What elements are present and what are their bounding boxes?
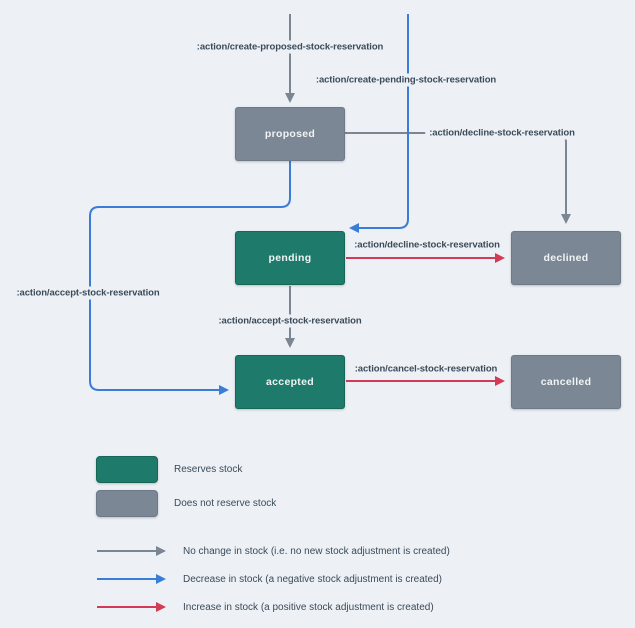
state-node-cancelled-label: cancelled	[540, 376, 592, 388]
edge-label-create-proposed: :action/create-proposed-stock-reservation	[193, 41, 387, 54]
edge-label-decline-from-pending: :action/decline-stock-reservation	[350, 239, 504, 252]
edge-label-create-pending: :action/create-pending-stock-reservation	[312, 74, 500, 87]
state-node-accepted-label: accepted	[266, 376, 314, 388]
edge-decline-from-proposed-arrow	[345, 133, 566, 222]
state-node-proposed	[235, 107, 345, 161]
state-node-pending	[235, 231, 345, 285]
edge-label-accept-from-proposed: :action/accept-stock-reservation	[12, 287, 163, 300]
reserves-stock-label: Reserves stock	[174, 464, 243, 475]
increase-in-stock-label: Increase in stock (a positive stock adjustment is created)	[183, 601, 434, 613]
legend-row-does-not-reserve-stock	[96, 490, 276, 517]
legend-row-no-change	[96, 545, 450, 557]
edge-label-decline-from-proposed: :action/decline-stock-reservation	[425, 127, 579, 140]
blue-arrow-icon	[96, 573, 168, 585]
reserves-stock-swatch	[96, 456, 158, 483]
state-node-pending-label: pending	[268, 252, 312, 264]
legend-row-decrease	[96, 573, 442, 585]
legend-swatches	[96, 456, 276, 524]
red-arrow-icon	[96, 601, 168, 613]
legend-row-increase	[96, 601, 434, 613]
state-node-accepted	[235, 355, 345, 409]
does-not-reserve-stock-swatch	[96, 490, 158, 517]
no-change-in-stock-label: No change in stock (i.e. no new stock adjustment is created)	[183, 545, 450, 557]
edge-label-accept-from-pending: :action/accept-stock-reservation	[214, 315, 365, 328]
gray-arrow-icon	[96, 545, 168, 557]
decrease-in-stock-label: Decrease in stock (a negative stock adjustment is created)	[183, 573, 443, 585]
state-node-proposed-label: proposed	[264, 128, 316, 140]
state-node-cancelled	[511, 355, 621, 409]
state-node-declined-label: declined	[543, 252, 589, 264]
legend-row-reserves-stock	[96, 456, 276, 483]
state-node-declined	[511, 231, 621, 285]
does-not-reserve-stock-label: Does not reserve stock	[174, 498, 277, 509]
edge-label-cancel: :action/cancel-stock-reservation	[351, 363, 502, 376]
